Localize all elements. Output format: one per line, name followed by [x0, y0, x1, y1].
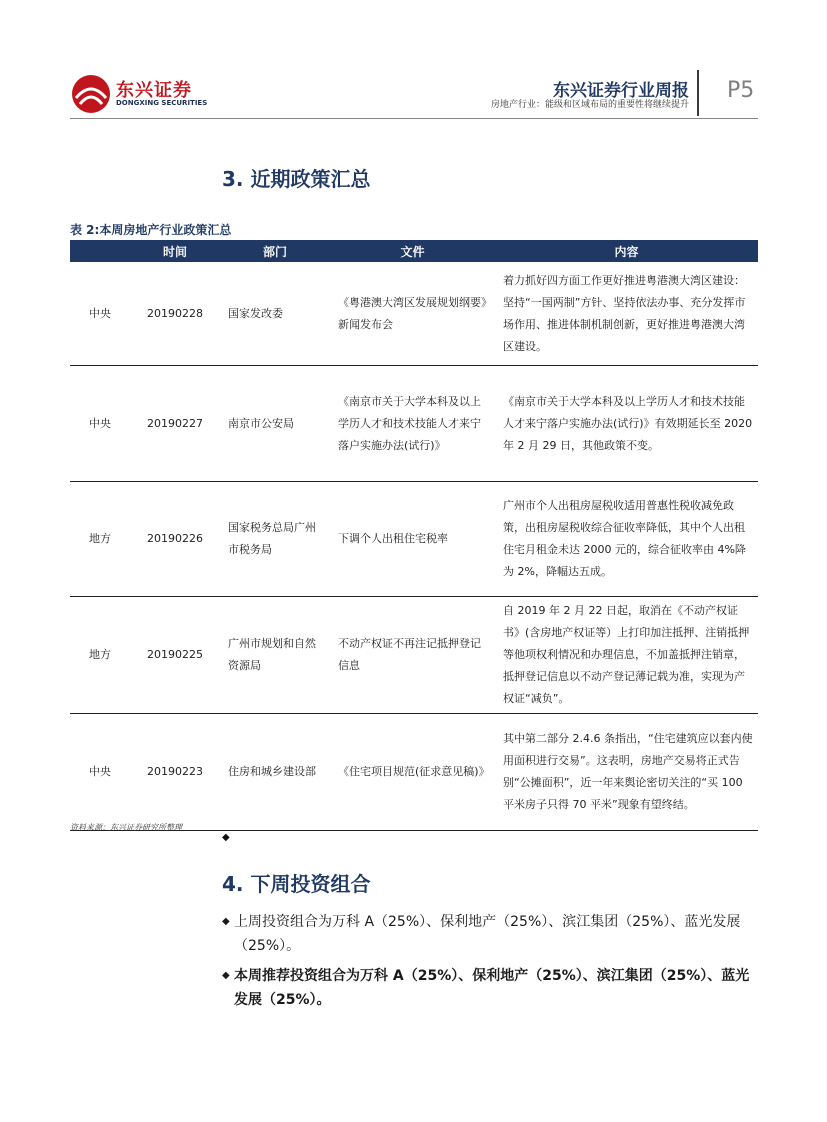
- portfolio-bullet-this-week: [222, 964, 758, 1012]
- table-row: [70, 366, 758, 482]
- cell-document: 《住宅项目规范(征求意见稿)》: [330, 714, 495, 831]
- portfolio-bullet-last-week: [222, 910, 758, 958]
- cell-level: 地方: [70, 597, 130, 714]
- table-row: [70, 597, 758, 714]
- cell-date: 20190228: [130, 262, 220, 366]
- header-rule: [70, 118, 758, 119]
- header-cell-document: 文件: [330, 240, 495, 262]
- table-row: [70, 714, 758, 831]
- table-source-note: 资料来源：东兴证券研究所整理: [70, 823, 182, 832]
- page-number: P5: [727, 78, 755, 103]
- cell-content: 其中第二部分 2.4.6 条指出，“住宅建筑应以套内使用面积进行交易”。这表明，房地产交易将正式告别“公摊面积”，近一年来舆论密切关注的“买 100 平米房子只得 70 平米”现象有望终结。: [495, 714, 758, 831]
- cell-content: 广州市个人出租房屋税收适用普惠性税收减免政策，出租房屋税收综合征收率降低，其中个人出租住宅月租金未达 2000 元的，综合征收率由 4%降为 2%，降幅达五成。: [495, 482, 758, 597]
- header-divider: [697, 70, 699, 116]
- report-title: 东兴证券行业周报: [553, 81, 689, 101]
- logo-chinese-name: 东兴证券: [116, 80, 192, 101]
- header-cell-level: [70, 240, 130, 262]
- cell-content: 自 2019 年 2 月 22 日起，取消在《不动产权证书》(含房地产权证等）上打印加注抵押、注销抵押等他项权利情况和办理信息，不加盖抵押注销章，抵押登记信息以不动产登记薄记载为准，实现为产权证“减负”。: [495, 597, 758, 714]
- cell-document: 《南京市关于大学本科及以上学历人才和技术技能人才来宁落户实施办法(试行)》: [330, 366, 495, 482]
- diamond-bullet-icon: ◆: [222, 970, 230, 981]
- cell-department: 广州市规划和自然资源局: [220, 597, 330, 714]
- policy-table: [70, 240, 758, 831]
- diamond-bullet-icon: ◆: [222, 832, 230, 843]
- cell-date: 20190226: [130, 482, 220, 597]
- header-cell-date: 时间: [130, 240, 220, 262]
- cell-document: 下调个人出租住宅税率: [330, 482, 495, 597]
- cell-level: 中央: [70, 714, 130, 831]
- report-subtitle: 房地产行业：能级和区域布局的重要性将继续提升: [490, 100, 689, 110]
- cell-department: 住房和城乡建设部: [220, 714, 330, 831]
- logo-mark-icon: [70, 74, 112, 114]
- page-header: [0, 0, 827, 125]
- bullet-text: 本周推荐投资组合为万科 A（25%）、保利地产（25%）、滨江集团（25%）、蓝光发展（25%）。: [234, 968, 750, 1008]
- logo-english-name: DONGXING SECURITIES: [116, 99, 208, 107]
- header-cell-department: 部门: [220, 240, 330, 262]
- section-3-title: 3. 近期政策汇总: [222, 167, 371, 191]
- cell-date: 20190223: [130, 714, 220, 831]
- section-4-title: 4. 下周投资组合: [222, 872, 371, 896]
- cell-content: 着力抓好四方面工作更好推进粤港澳大湾区建设：坚持“一国两制”方针、坚持依法办事、充分发挥市场作用、推进体制机制创新，更好推进粤港澳大湾区建设。: [495, 262, 758, 366]
- diamond-bullet-icon: ◆: [222, 916, 230, 927]
- cell-content: 《南京市关于大学本科及以上学历人才和技术技能人才来宁落户实施办法(试行)》有效期延长至 2020 年 2 月 29 日，其他政策不变。: [495, 366, 758, 482]
- table-row: [70, 262, 758, 366]
- cell-department: 南京市公安局: [220, 366, 330, 482]
- cell-department: 国家税务总局广州市税务局: [220, 482, 330, 597]
- table-header-row: [70, 240, 758, 262]
- cell-department: 国家发改委: [220, 262, 330, 366]
- cell-date: 20190227: [130, 366, 220, 482]
- company-logo: [70, 74, 208, 114]
- table-row: [70, 482, 758, 597]
- table-caption: 表 2:本周房地产行业政策汇总: [70, 223, 232, 237]
- cell-level: 地方: [70, 482, 130, 597]
- cell-document: 不动产权证不再注记抵押登记信息: [330, 597, 495, 714]
- bullet-text: 上周投资组合为万科 A（25%）、保利地产（25%）、滨江集团（25%）、蓝光发展（25%）。: [234, 914, 741, 954]
- cell-date: 20190225: [130, 597, 220, 714]
- header-cell-content: 内容: [495, 240, 758, 262]
- cell-level: 中央: [70, 262, 130, 366]
- cell-level: 中央: [70, 366, 130, 482]
- cell-document: 《粤港澳大湾区发展规划纲要》新闻发布会: [330, 262, 495, 366]
